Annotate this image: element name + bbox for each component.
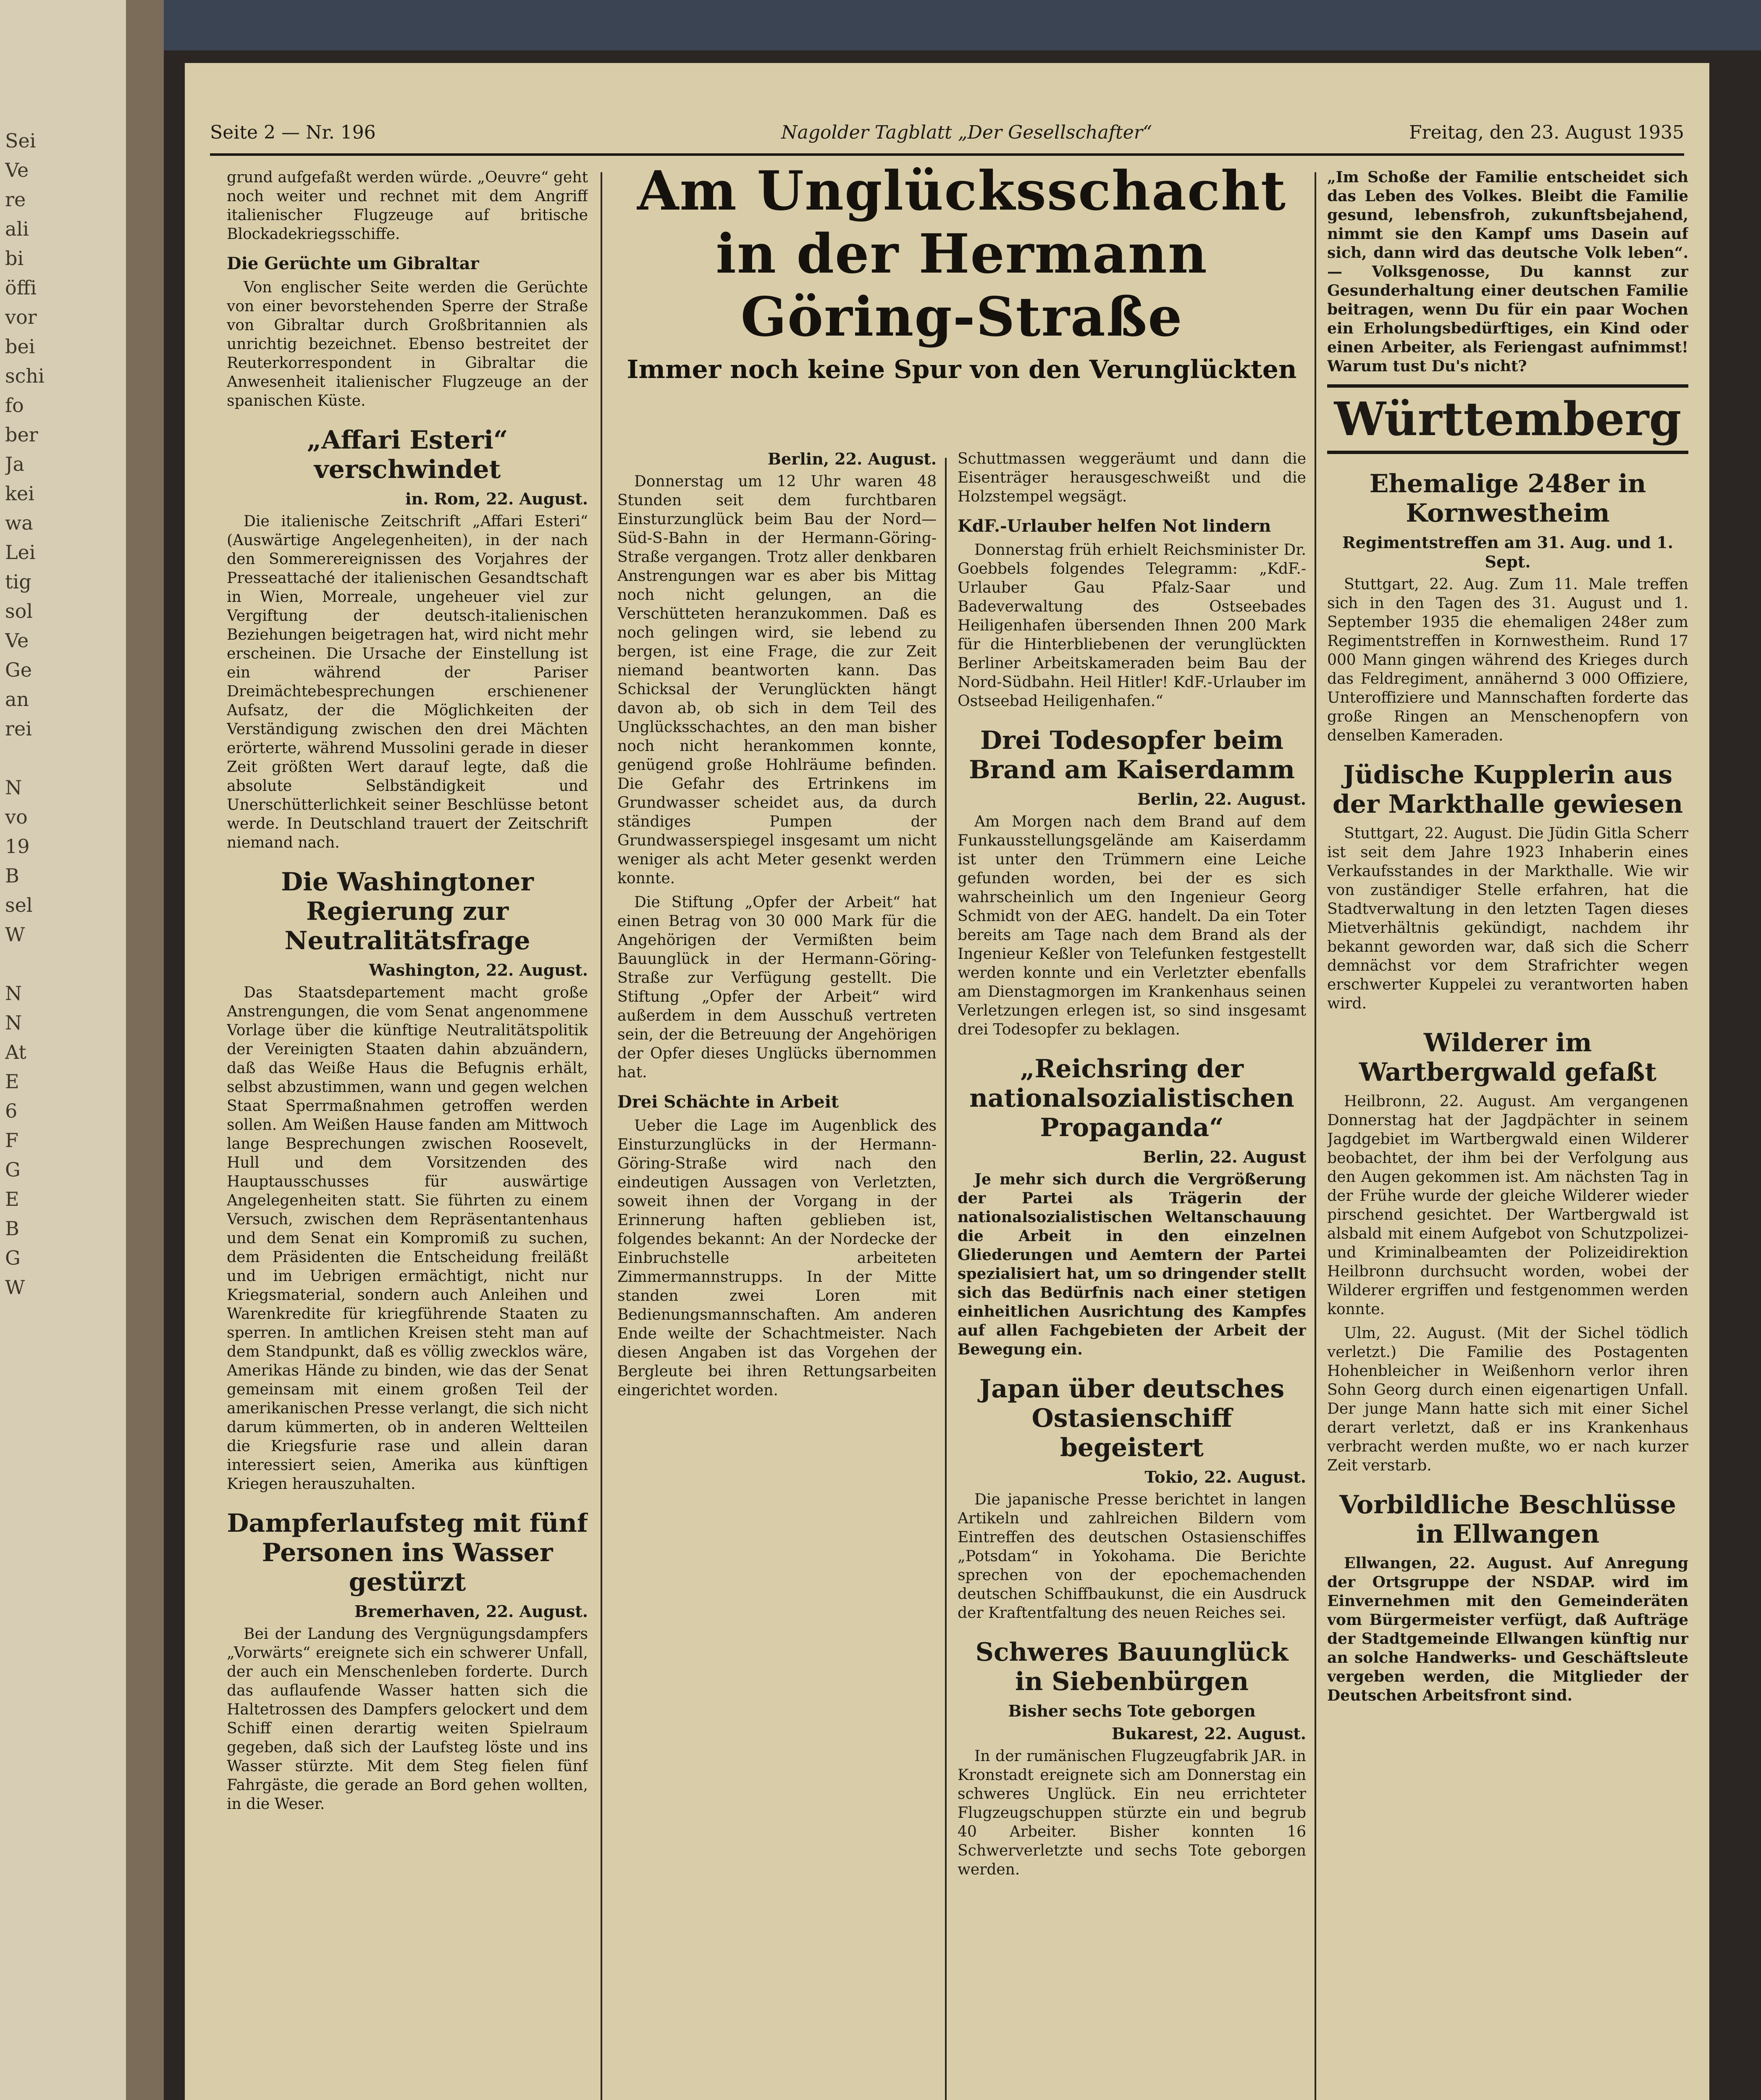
article-headline: Dampferlaufsteg mit fünf Personen ins Wasser gestürzt [227, 1509, 588, 1597]
article-headline: „Affari Esteri“ verschwindet [307, 425, 508, 484]
article-text: Ueber die Lage im Augenblick des Einsturzunglücks in der Hermann-Göring-Straße wird nach den eindeutigen Aussagen von Verletzten, soweit ihnen der Vorgang in der Erinnerung haften geblieben ist, folgendes bekannt: An der Nordecke der Einbruchstelle arbeiteten Zimmermannstrupps. In der Mitte standen zwei Loren mit Bedienungsmannschaften. Am anderen Ende weilte der Schachtmeister. Nach diesen Angaben ist das Vorgehen der Bergleute bei ihren Rettungsarbeiten eingerichtet worden. [617, 1117, 937, 1399]
article-subtitle: KdF.-Urlauber helfen Not lindern [958, 516, 1271, 536]
column-divider [601, 172, 602, 2100]
article-headline: Wilderer im Wartbergwald gefaßt [1359, 1028, 1657, 1087]
article-text: Stuttgart, 22. Aug. Zum 11. Male treffen sich in den Tagen des 31. August und 1. September 1935 die ehemaligen 248er zum Regimentstreffen in Kornwestheim. Rund 17 000 Mann gingen während des Krieges durch das Feldregiment, annähernd 3 000 Offiziere, Unteroffiziere und Mannschaften forderte das große Ringen an Menschenopfern von denselben Kameraden. [1327, 576, 1688, 744]
column-divider [1315, 172, 1316, 2100]
article-text: Donnerstag um 12 Uhr waren 48 Stunden seit dem furchtbaren Einsturzunglück beim Bau der Nord—Süd-S-Bahn in der Hermann-Göring-Straße vergangen. Trotz aller denkbaren Anstrengungen war es aber bis Mittag noch nicht gelungen, an die Verschütteten heranzukommen. Daß es noch gelingen wird, sie lebend zu bergen, ist eine Frage, die zur Zeit niemand beantworten kann. Das Schicksal der Verunglückten hängt davon ab, ob sich in dem Teil des Unglücksschachtes, an den man bisher noch nicht herankommen konnte, genügend große Hohlräume befinden. Die Gefahr des Ertrinkens im Grundwasser scheidet aus, da durch ständiges Pumpen der Grundwasserspiegel insgesamt um nicht weniger als acht Meter gesenkt werden konnte. [617, 473, 937, 887]
column-3 [958, 449, 1306, 2100]
article-text: Schuttmassen weggeräumt und dann die Eisenträger herausgeschweißt und die Holzstempel wegsägt. [958, 450, 1306, 505]
article-text: Ulm, 22. August. (Mit der Sichel tödlich verletzt.) Die Familie des Postagenten Hohenbleicher in Weißenhorn verlor ihren Sohn Georg durch einen eigenartigen Unfall. Der junge Mann hatte sich mit einer Sichel derart verletzt, daß er ins Krankenhaus verbracht werden mußte, wo er nach kurzer Zeit verstarb. [1327, 1325, 1688, 1474]
article-dateline: Berlin, 22. August. [767, 449, 937, 468]
article-subtitle: Regimentstreffen am 31. Aug. und 1. Sept. [1342, 533, 1673, 571]
main-subheadline: Immer noch keine Spur von den Verunglückten [627, 355, 1297, 384]
page-header [185, 118, 1709, 151]
header-rule [210, 153, 1684, 156]
article-dateline: Bremerhaven, 22. August. [354, 1602, 588, 1621]
article-dateline: Berlin, 22. August [1143, 1147, 1306, 1166]
article-headline: Jüdische Kupplerin aus der Markthalle gewiesen [1332, 760, 1683, 819]
main-headline: Am Unglücksschacht in der Hermann Göring-Straße [637, 160, 1286, 349]
article-text: Bei der Landung des Vergnügungsdampfers „Vorwärts“ ereignete sich ein schwerer Unfall, der auch ein Menschenleben forderte. Durch das auflaufende Wasser hatten sich die Haltetrossen des Dampfers gelockert und dem Schiff einen derartig weiten Spielraum gegeben, daß sich der Laufsteg löste und ins Wasser stürzte. Mit dem Steg fielen fünf Fahrgäste, die gerade an Bord gehen wollten, in die Weser. [227, 1625, 588, 1813]
main-headline-block [617, 160, 1306, 386]
article-text: Ellwangen, 22. August. Auf Anregung der Ortsgruppe der NSDAP. wird im Einvernehmen mit den Gemeinderäten vom Bürgermeister verfügt, daß Aufträge der Stadtgemeinde Ellwangen künftig nur an solche Handwerks- und Geschäftsleute vergeben werden, die Mitglieder der Deutschen Arbeitsfront sind. [1327, 1554, 1688, 1704]
article-text: Donnerstag früh erhielt Reichsminister Dr. Goebbels folgendes Telegramm: „KdF.-Urlauber Gau Pfalz-Saar und Badeverwaltung des Ostseebades Heiligenhafen übersenden Ihnen 200 Mark für die Hinterbliebenen der verunglückten Berliner Arbeitskameraden beim Bau der Nord-Südbahn. Heil Hitler! KdF.-Urlauber im Ostseebad Heiligenhafen.“ [958, 541, 1306, 710]
issue-date: Freitag, den 23. August 1935 [1409, 122, 1684, 143]
article-text: Das Staatsdepartement macht große Anstrengungen, die vom Senat angenommene Vorlage über die künftige Neutralitätspolitik der Vereinigten Staaten dahin abzuändern, daß das Weiße Haus die Befugnis erhält, selbst abzustimmen, wann und gegen welchen Staat Sperrmaßnahmen getroffen werden sollen. Am Weißen Hause fanden am Mittwoch lange Besprechungen zwischen Roosevelt, Hull und dem Vorsitzenden des Hauptausschusses für auswärtige Angelegenheiten statt. Sie führten zu einem Versuch, zwischen dem Repräsentantenhaus und dem Senat ein Kompromiß zu suchen, dem Präsidenten die Entscheidung freiläßt und im Uebrigen ermächtigt, nicht nur Kriegsmaterial, sondern auch Anleihen und Warenkredite für kriegführende Staaten zu sperren. In amtlichen Kreisen steht man auf dem Standpunkt, daß es völlig zwecklos wäre, Amerikas Hände zu binden, wie das der Senat gemeinsam mit einem großen Teil der amerikanischen Presse verlangt, die sich nicht darum kümmerten, ob in anderen Weltteilen die Kriegsfurie rase und allein daran interessiert seien, Amerika aus künftigen Kriegen herauszuhalten. [227, 984, 588, 1493]
article-text: grund aufgefaßt werden würde. „Oeuvre“ geht noch weiter und rechnet mit dem Angriff italienischer Flugzeuge auf britische Blockadekriegsschiffe. [227, 169, 588, 243]
column-1 [227, 168, 588, 2100]
article-subtitle: Die Gerüchte um Gibraltar [227, 254, 479, 273]
article-headline: „Reichsring der nationalsozialistischen Propaganda“ [969, 1054, 1294, 1142]
article-dateline: Tokio, 22. August. [1144, 1467, 1306, 1486]
article-text: Die italienische Zeitschrift „Affari Esteri“ (Auswärtige Angelegenheiten), in der nach den Sommerereignissen des Vorjahres der Presseattaché der italienischen Gesandtschaft in Wien, Morreale, ungeheuer viel zur Vergiftung der deutsch-italienischen Beziehungen beigetragen hat, wird nicht mehr erscheinen. Die Ursache der Einstellung ist ein während der Pariser Dreimächtebesprechungen erschienener Aufsatz, der die Möglichkeiten der Verständigung zwischen den drei Mächten erörterte, während Mussolini gerade in dieser Zeit größten Wert darauf legte, daß die absolute Selbständigkeit und Unerschütterlichkeit seiner Beschlüsse betont werde. In Deutschland trauert der Zeitschrift niemand nach. [227, 513, 588, 851]
article-text: Von englischer Seite werden die Gerüchte von einer bevorstehenden Sperre der Straße von Gibraltar durch Großbritannien als unrichtig bezeichnet. Ebenso bestreitet der Reuterkorrespondent in Gibraltar die Anwesenheit italienischer Flugzeuge an der spanischen Küste. [227, 279, 588, 410]
article-headline: Schweres Bauunglück in Siebenbürgen [975, 1638, 1289, 1696]
newspaper-title: Nagolder Tagblatt „Der Gesellschafter“ [781, 122, 1152, 143]
article-text: Stuttgart, 22. August. Die Jüdin Gitla Scherr ist seit dem Jahre 1923 Inhaberin eines Verkaufsstandes in der Markthalle. Wie wir von zuständiger Stelle erfahren, hat die Stadtverwaltung in den letzten Tagen dieses Mietverhältnis gekündigt, nachdem ihr bekannt geworden war, daß sich die Scherr demnächst vor dem Strafrichter wegen erschwerter Kuppelei zu verantworten haben wird. [1327, 825, 1688, 1012]
article-dateline: in. Rom, 22. August. [405, 489, 588, 508]
section-title: Württemberg [1327, 384, 1688, 454]
article-text: Je mehr sich durch die Vergrößerung der Partei als Trägerin der nationalsozialistischen Weltanschauung die Arbeit in den einzelnen Gliederungen und Aemtern der Partei spezialisiert hat, um so dringender stellt sich das Bedürfnis nach einer stetigen einheitlichen Ausrichtung des Kampfes auf allen Fachgebieten der Arbeit der Bewegung ein. [958, 1171, 1306, 1358]
column-divider [945, 458, 947, 2100]
article-text: Heilbronn, 22. August. Am vergangenen Donnerstag hat der Jagdpächter in seinem Jagdgebiet im Wartbergwald einen Wilderer beobachtet, der ihm bei der Verfolgung aus den Augen gekommen ist. Am nächsten Tag in der Frühe wurde der gleiche Wilderer wieder pirschend gesichtet. Der Wartbergwald ist alsbald mit einem Aufgebot von Schutzpolizei- und Kriminalbeamten der Polizeidirektion Heilbronn durchsucht worden, wobei der Wilderer ergriffen und festgenommen werden konnte. [1327, 1093, 1688, 1318]
article-text: „Im Schoße der Familie entscheidet sich das Leben des Volkes. Bleibt die Familie gesund, lebensfroh, zukunftsbejahend, nimmt sie den Kampf ums Dasein auf sich, dann wird das deutsche Volk leben“. — Volksgenosse, Du kannst zur Gesunderhaltung einer deutschen Familie beitragen, wenn Du für ein paar Wochen ein Erholungsbedürftiges, ein Kind oder einen Arbeiter, als Feriengast aufnimmst! Warum tust Du's nicht? [1327, 168, 1688, 375]
article-headline: Japan über deutsches Ostasienschiff begeistert [979, 1374, 1285, 1462]
previous-page-text: Sei Ve re ali bi öffi vor bei schi fo ber Ja kei wa Lei tig sol Ve Ge an rei N vo 19 B sel W N N At E 6 F G E B G W [5, 129, 45, 1299]
article-headline: Vorbildliche Beschlüsse in Ellwangen [1339, 1490, 1676, 1549]
article-dateline: Washington, 22. August. [369, 961, 588, 979]
article-headline: Ehemalige 248er in Kornwestheim [1369, 469, 1646, 528]
article-text: Am Morgen nach dem Brand auf dem Funkausstellungsgelände am Kaiserdamm ist unter den Trümmern eine Leiche gefunden worden, bei der es sich wahrscheinlich um den Ingenieur Georg Schmidt von der AEG. handelt. Da ein Toter bereits am Tage nach dem Brand als der Ingenieur Keßler von Telefunken festgestellt werden konnte und ein Verletzter ebenfalls am Dienstagmorgen im Krankenhaus seinen Verletzungen erlegen ist, so sind insgesamt drei Todesopfer zu beklagen. [958, 813, 1306, 1038]
article-text: Die Stiftung „Opfer der Arbeit“ hat einen Betrag von 30 000 Mark für die Angehörigen der Vermißten beim Bauunglück in der Hermann-Göring-Straße zur Verfügung gestellt. Die Stiftung „Opfer der Arbeit“ wird außerdem in dem Ausschuß vertreten sein, der die Betreuung der Angehörigen der Opfer dieses Unglücks übernommen hat. [617, 894, 937, 1081]
article-dateline: Berlin, 22. August. [1137, 790, 1306, 808]
article-dateline: Bukarest, 22. August. [1111, 1724, 1306, 1743]
newspaper-page [185, 63, 1709, 2100]
article-text: Die japanische Presse berichtet in langen Artikeln und zahlreichen Bildern vom Eintreffen des deutschen Ostasienschiffes „Potsdam“ in Yokohama. Die Berichte sprechen von der epochemachenden deutschen Schiffbaukunst, die ein Ausdruck der Kraftentfaltung des neuen Reiches sei. [958, 1491, 1306, 1622]
page-stack-edge [126, 0, 164, 2100]
column-2 [617, 449, 937, 2100]
page-number: Seite 2 — Nr. 196 [210, 122, 376, 143]
binding-top [0, 0, 1761, 50]
article-headline: Die Washingtoner Regierung zur Neutralitätsfrage [281, 867, 534, 956]
article-subtitle: Bisher sechs Tote geborgen [1008, 1701, 1256, 1720]
article-subtitle: Drei Schächte in Arbeit [617, 1092, 839, 1112]
column-4 [1327, 168, 1688, 2100]
article-headline: Drei Todesopfer beim Brand am Kaiserdamm [968, 726, 1295, 785]
article-text: In der rumänischen Flugzeugfabrik JAR. in Kronstadt ereignete sich am Donnerstag ein schweres Unglück. Ein neu errichteter Flugzeugschuppen stürzte ein und begrub 40 Arbeiter. Bisher konnten 16 Schwerverletzte und sechs Tote geborgen werden. [958, 1748, 1306, 1878]
